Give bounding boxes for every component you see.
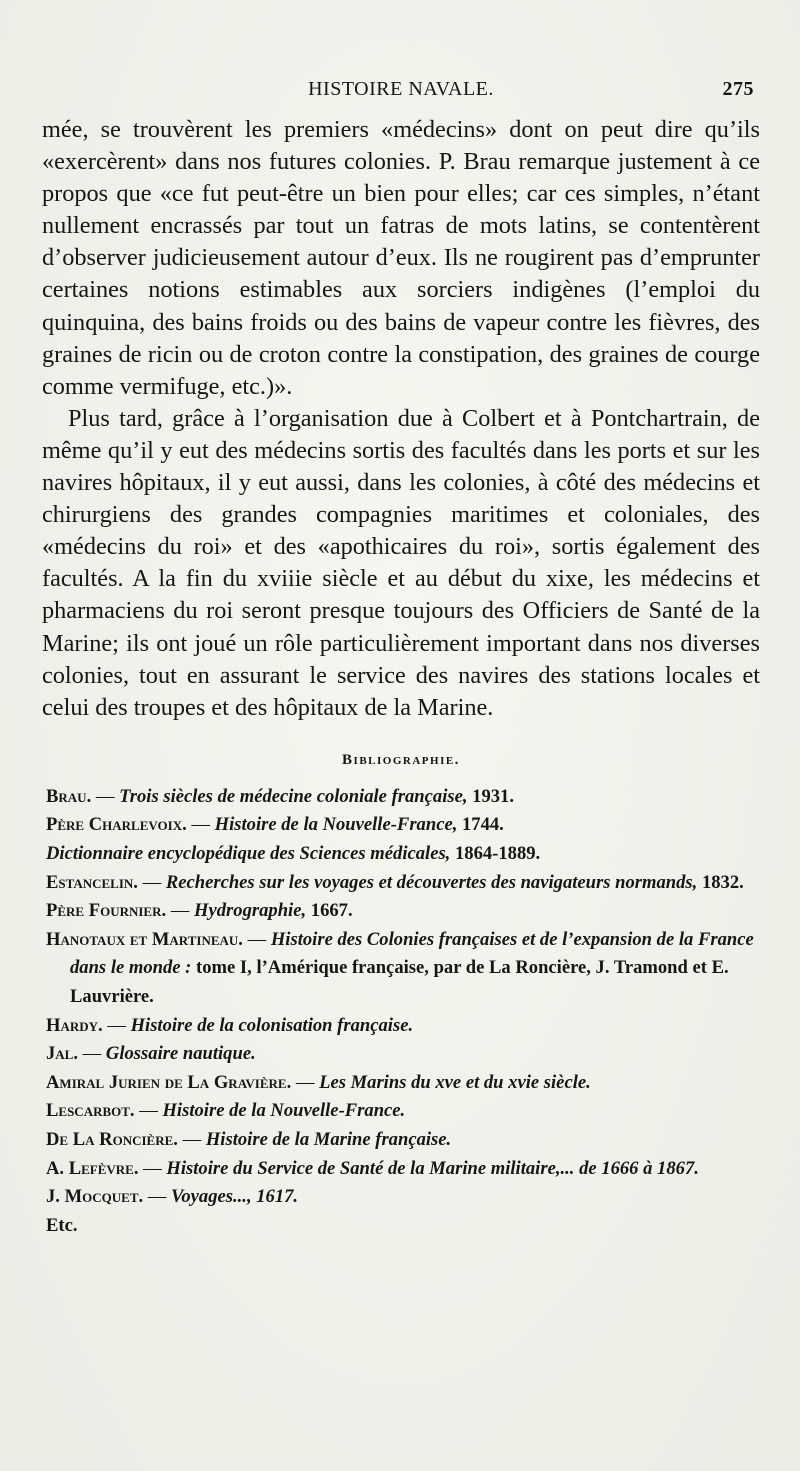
entry-title: Trois siècles de médecine coloniale française, bbox=[119, 785, 468, 807]
page-number: 275 bbox=[722, 78, 754, 100]
entry-separator: — bbox=[242, 928, 271, 950]
running-title: HISTOIRE NAVALE. bbox=[308, 78, 494, 100]
entry-separator: — bbox=[177, 1128, 206, 1150]
bibliography-entry bbox=[46, 1212, 760, 1241]
bibliography-entry bbox=[46, 783, 760, 812]
entry-rest: tome I, l’Amérique française, par de La Roncière, J. Tramond et E. Lauvrière. bbox=[70, 957, 729, 1007]
entry-separator: — bbox=[137, 871, 166, 893]
entry-separator: — bbox=[166, 900, 195, 922]
entry-separator: — bbox=[134, 1100, 163, 1122]
bibliography-list bbox=[42, 783, 760, 1241]
entry-title: Histoire de la Marine française. bbox=[205, 1128, 452, 1150]
page-header bbox=[42, 78, 760, 112]
entry-author: Estancelin. bbox=[46, 871, 138, 893]
bibliography-entry bbox=[46, 1069, 760, 1098]
entry-author: Père Fournier. bbox=[46, 900, 167, 922]
entry-rest: 1832. bbox=[697, 871, 744, 893]
entry-title: Les Marins du xve et du xvie siècle. bbox=[319, 1071, 591, 1093]
entry-author: Etc. bbox=[46, 1214, 78, 1236]
entry-rest: 1667. bbox=[306, 900, 353, 922]
paragraph: mée, se trouvèrent les premiers «médecins» dont on peut dire qu’ils «exercèrent» dans nos futures colonies. P. Brau remarque justement à ce propos que «ce fut peut-être un bien pour elles; car ces simples, n’étant nullement encrassés par tout un fatras de mots latins, se contentèrent d’observer judicieusement autour d’eux. Ils ne rougirent pas d’emprunter certaines notions estimables aux sorciers indigènes (l’emploi du quinquina, des bains froids ou des bains de vapeur contre les fièvres, des graines de ricin ou de croton contre la constipation, des graines de courge comme vermifuge, etc.)». bbox=[42, 116, 760, 400]
entry-author: Hardy. bbox=[46, 1014, 103, 1036]
entry-rest: 1931. bbox=[467, 785, 514, 807]
bibliography-entry bbox=[46, 1126, 760, 1155]
entry-separator: — bbox=[91, 785, 120, 807]
bibliography-entry bbox=[46, 1183, 760, 1212]
entry-title: Dictionnaire encyclopédique des Sciences médicales, bbox=[46, 842, 451, 864]
bibliography-entry bbox=[46, 926, 760, 1012]
bibliography-entry bbox=[46, 1040, 760, 1069]
entry-title: Histoire des Colonies françaises et de l’expansion de la France dans le monde : bbox=[70, 928, 754, 979]
entry-author: Jal. bbox=[46, 1043, 79, 1065]
entry-author: J. Mocquet. bbox=[46, 1186, 144, 1208]
entry-separator: — bbox=[291, 1071, 320, 1093]
bibliography-heading: Bibliographie. bbox=[342, 751, 460, 768]
entry-title: Histoire de la Nouvelle-France. bbox=[162, 1100, 406, 1122]
entry-title: Histoire de la colonisation française. bbox=[130, 1014, 414, 1036]
entry-separator: — bbox=[186, 814, 215, 836]
entry-author: A. Lefèvre. bbox=[46, 1157, 139, 1179]
entry-rest: 1744. bbox=[457, 814, 504, 836]
body-text bbox=[42, 114, 760, 724]
entry-title: Histoire du Service de Santé de la Marine militaire,... de 1666 à 1867. bbox=[166, 1157, 699, 1179]
entry-author: Hanotaux et Martineau. bbox=[46, 928, 243, 950]
entry-title: Histoire de la Nouvelle-France, bbox=[214, 814, 458, 836]
bibliography-entry bbox=[46, 1155, 760, 1184]
entry-rest: 1864-1889. bbox=[450, 842, 541, 864]
entry-title: Recherches sur les voyages et découvertes des navigateurs normands, bbox=[165, 871, 698, 893]
paragraph: Plus tard, grâce à l’organisation due à Colbert et à Pontchartrain, de même qu’il y eut des médecins sortis des facultés dans les ports et sur les navires hôpitaux, il y eut aussi, dans les colonies, à côté des médecins et chirurgiens des grandes compagnies maritimes et coloniales, des «médecins du roi» et des «apothicaires du roi», sortis également des facultés. A la fin du xviiie siècle et au début du xixe, les médecins et pharmaciens du roi seront presque toujours des Officiers de Santé de la Marine; ils ont joué un rôle particulièrement important dans nos diverses colonies, tout en assurant le service des navires des stations locales et celui des troupes et des hôpitaux de la Marine. bbox=[42, 404, 760, 721]
bibliography-entry bbox=[46, 840, 760, 869]
entry-separator: — bbox=[102, 1014, 131, 1036]
entry-author: Amiral Jurien de La Gravière. bbox=[46, 1071, 292, 1093]
entry-author: Père Charlevoix. bbox=[46, 814, 187, 836]
bibliography-entry bbox=[46, 897, 760, 926]
entry-separator: — bbox=[143, 1186, 172, 1208]
entry-separator: — bbox=[138, 1157, 167, 1179]
entry-title: Hydrographie, bbox=[194, 900, 307, 922]
entry-author: Lescarbot. bbox=[46, 1100, 135, 1122]
bibliography-entry bbox=[46, 869, 760, 898]
entry-title: Voyages..., 1617. bbox=[171, 1186, 299, 1208]
entry-author: De La Roncière. bbox=[46, 1128, 178, 1150]
bibliography-entry bbox=[46, 1097, 760, 1126]
bibliography-entry bbox=[46, 1012, 760, 1041]
bibliography-entry bbox=[46, 811, 760, 840]
entry-author: Brau. bbox=[46, 785, 92, 807]
entry-separator: — bbox=[78, 1043, 106, 1065]
entry-title: Glossaire nautique. bbox=[105, 1043, 256, 1065]
